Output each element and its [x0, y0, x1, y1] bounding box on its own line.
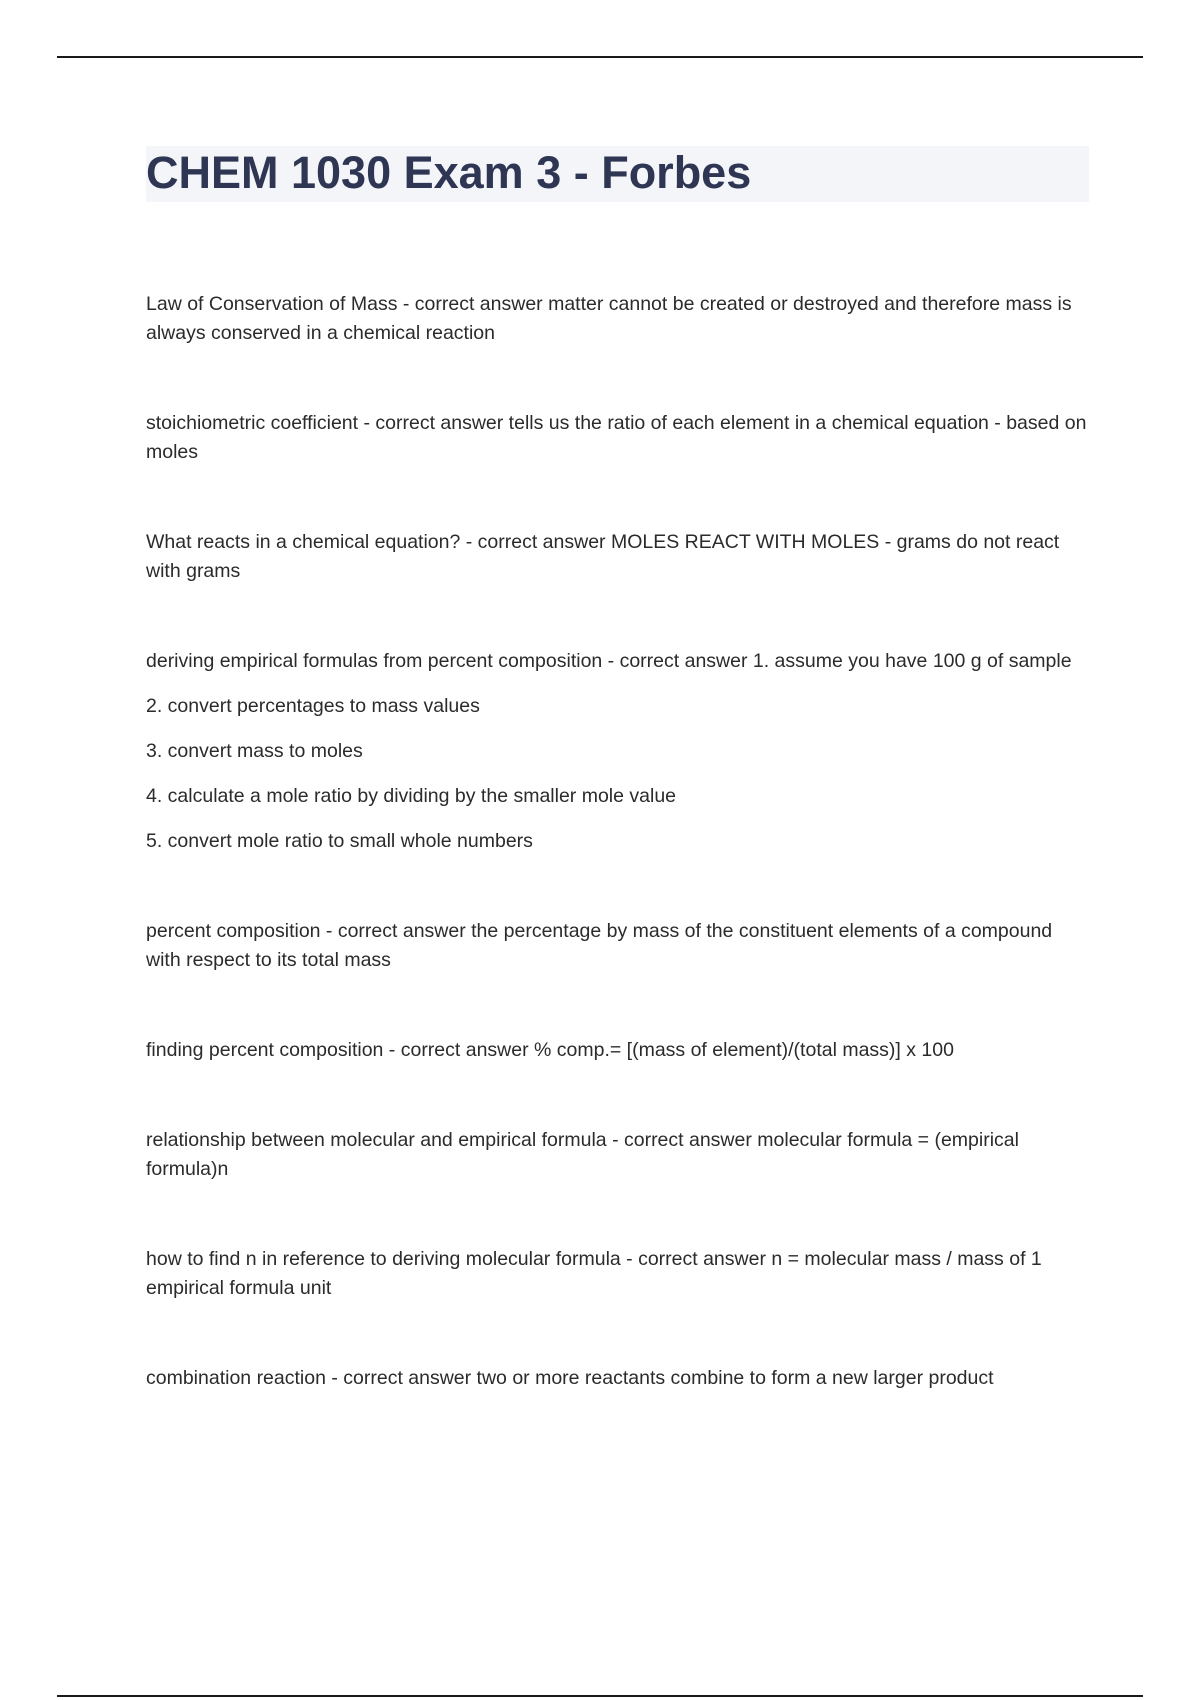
flashcard-step: 2. convert percentages to mass values	[146, 695, 480, 717]
bottom-divider	[57, 1695, 1143, 1697]
flashcard-list	[146, 290, 1091, 1393]
flashcard-text: What reacts in a chemical equation? - correct answer MOLES REACT WITH MOLES - grams do not react with grams	[146, 531, 1060, 582]
page-title: CHEM 1030 Exam 3 - Forbes	[146, 147, 752, 198]
flashcard	[146, 1036, 1091, 1065]
flashcard	[146, 528, 1091, 586]
flashcard-text: deriving empirical formulas from percent composition - correct answer 1. assume you have 100 g of sample	[146, 650, 1072, 672]
flashcard-text: finding percent composition - correct answer % comp.= [(mass of element)/(total mass)] x 100	[146, 1039, 954, 1061]
flashcard	[146, 1126, 1091, 1184]
flashcard	[146, 1245, 1091, 1303]
flashcard-step: 5. convert mole ratio to small whole numbers	[146, 830, 533, 852]
flashcard-text: combination reaction - correct answer two or more reactants combine to form a new larger product	[146, 1367, 994, 1389]
flashcard-text: relationship between molecular and empirical formula - correct answer molecular formula = (empirical formula)n	[146, 1129, 1019, 1180]
flashcard	[146, 647, 1091, 856]
top-divider	[57, 56, 1143, 58]
flashcard	[146, 1364, 1091, 1393]
flashcard-text: stoichiometric coefficient - correct answer tells us the ratio of each element in a chemical equation - based on moles	[146, 412, 1087, 463]
flashcard-text: Law of Conservation of Mass - correct answer matter cannot be created or destroyed and therefore mass is always conserved in a chemical reaction	[146, 293, 1072, 344]
flashcard	[146, 290, 1091, 348]
flashcard-text: percent composition - correct answer the percentage by mass of the constituent elements of a compound with respect to its total mass	[146, 920, 1053, 971]
flashcard-text: how to find n in reference to deriving molecular formula - correct answer n = molecular mass / mass of 1 empirical formula unit	[146, 1248, 1042, 1299]
flashcard-step: 3. convert mass to moles	[146, 740, 363, 762]
flashcard-step: 4. calculate a mole ratio by dividing by the smaller mole value	[146, 785, 677, 807]
flashcard	[146, 917, 1091, 975]
flashcard	[146, 409, 1091, 467]
